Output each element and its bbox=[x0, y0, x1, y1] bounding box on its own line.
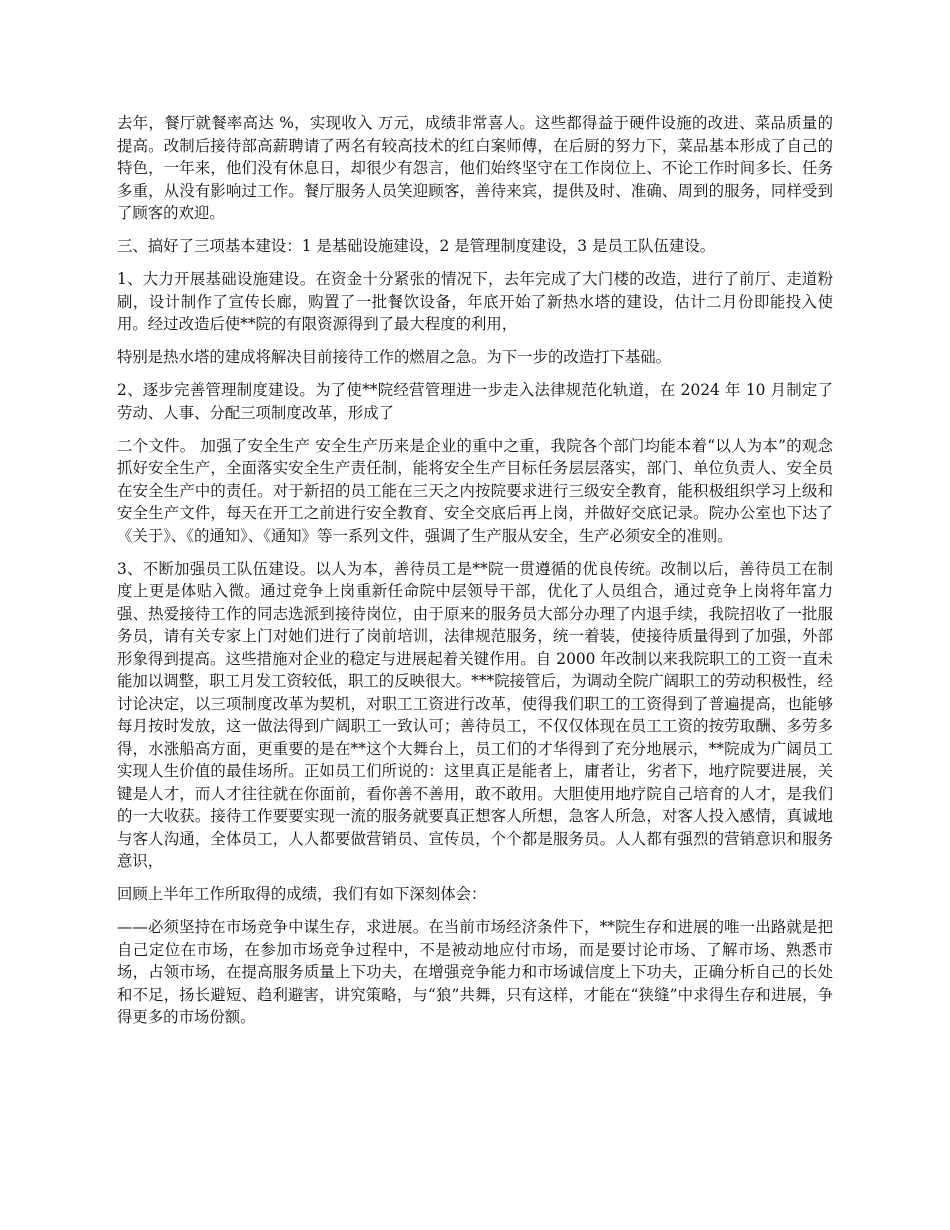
paragraph-restaurant-results: 去年，餐厅就餐率高达 %，实现收入 万元，成绩非常喜人。这些都得益于硬件设施的改进、菜品质量的提高。改制后接待部高薪聘请了两名有较高技术的红白案师傅，在后厨的努力下，菜品基本形成了自己的特色，一年来，他们没有休息日，却很少有怨言，他们始终坚守在工作岗位上、不论工作时间多长、任务多重，从没有影响过工作。餐厅服务人员笑迎顾客，善待来宾，提供及时、准确、周到的服务，同样受到了顾客的欢迎。 bbox=[117, 114, 833, 222]
paragraph-infrastructure: 1、大力开展基础设施建设。在资金十分紧张的情况下，去年完成了大门楼的改造，进行了前厅、走道粉刷，设计制作了宣传长廊，购置了一批餐饮设备，年底开始了新热水塔的建设，估计二月份即能投入使用。经过改造后使**院的有限资源得到了最大程度的利用， bbox=[117, 270, 833, 333]
paragraph-management-system: 2、逐步完善管理制度建设。为了使**院经营管理进一步走入法律规范化轨道，在 2024 年 10 月制定了劳动、人事、分配三项制度改革，形成了 bbox=[117, 381, 833, 422]
paragraph-hot-water-tower: 特别是热水塔的建成将解决目前接待工作的燃眉之急。为下一步的改造打下基础。 bbox=[117, 348, 672, 366]
paragraph-review-heading: 回顾上半年工作所取得的成绩，我们有如下深刻体会： bbox=[117, 885, 487, 903]
paragraph-three-constructions-heading: 三、搞好了三项基本建设：1 是基础设施建设，2 是管理制度建设，3 是员工队伍建设。 bbox=[117, 237, 716, 255]
paragraph-market-competition: ——必须坚持在市场竞争中谋生存，求进展。在当前市场经济条件下，**院生存和进展的唯一出路就是把自己定位在市场，在参加市场竞争过程中，不是被动地应付市场，而是要讨论市场、了解市场、熟悉市场，占领市场，在提高服务质量上下功夫，在增强竞争能力和市场诚信度上下功夫，正确分析自己的长处和不足，扬长避短、趋利避害，讲究策略，与“狼”共舞，只有这样，才能在“狭缝”中求得生存和进展，争得更多的市场份额。 bbox=[117, 918, 833, 1026]
document-body bbox=[117, 112, 833, 1039]
paragraph-staff-team: 3、不断加强员工队伍建设。以人为本，善待员工是**院一贯遵循的优良传统。改制以后，善待员工在制度上更是体贴入微。通过竞争上岗重新任命院中层领导干部，优化了人员组合，通过竞争上岗将年富力强、热爱接待工作的同志选派到接待岗位，由于原来的服务员大部分办理了内退手续，我院招收了一批服务员，请有关专家上门对她们进行了岗前培训，法律规范服务，统一着装，使接待质量得到了加强，外部形象得到提高。这些措施对企业的稳定与进展起着关键作用。自 2000 年改制以来我院职工的工资一直未能加以调整，职工月发工资较低，职工的反映很大。***院接管后，为调动全院广阔职工的劳动积极性，经讨论决定，以三项制度改革为契机，对职工工资进行改革，使得我们职工的工资得到了普遍提高，也能够每月按时发放，这一做法得到广阔职工一致认可；善待员工，不仅仅体现在员工工资的按劳取酬、多劳多得，水涨船高方面，更重要的是在**这个大舞台上，员工们的才华得到了充分地展示，**院成为广阔员工实现人生价值的最佳场所。正如员工们所说的：这里真正是能者上，庸者让，劣者下，地疗院要进展，关键是人才，而人才往往就在你面前，看你善不善用，敢不敢用。大胆使用地疗院自己培育的人才，是我们的一大收获。接待工作要要实现一流的服务就要真正想客人所想，急客人所急，对客人投入感情，真诚地与客人沟通，全体员工，人人都要做营销员、宣传员，个个都是服务员。人人都有强烈的营销意识和服务意识， bbox=[117, 559, 833, 870]
paragraph-safety-production: 二个文件。 加强了安全生产 安全生产历来是企业的重中之重，我院各个部门均能本着“以人为本”的观念抓好安全生产，全面落实安全生产责任制，能将安全生产目标任务层层落实，部门、单位负责人、安全员在安全生产中的责任。对于新招的员工能在三天之内按院要求进行三级安全教育，能积极组织学习上级和安全生产文件，每天在开工之前进行安全教育、安全交底后再上岗，并做好交底记录。院办公室也下达了《关于》、《的通知》、《通知》等一系列文件，强调了生产服从安全，生产必须安全的准则。 bbox=[117, 436, 833, 545]
